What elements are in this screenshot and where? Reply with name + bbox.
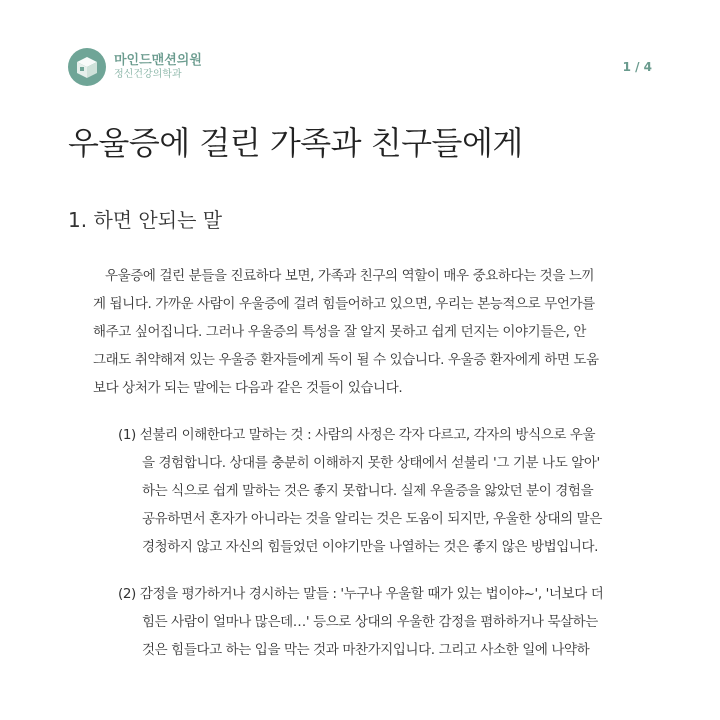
page-title: 우울증에 걸린 가족과 친구들에게 — [68, 124, 523, 162]
list-item-line: 경청하지 않고 자신의 힘들었던 이야기만을 나열하는 것은 좋지 않은 방법입니다. — [142, 539, 599, 555]
page-number: 1 / 4 — [622, 60, 652, 74]
intro-line: 보다 상처가 되는 말에는 다음과 같은 것들이 있습니다. — [93, 380, 403, 396]
intro-line: 그래도 취약해져 있는 우울증 환자들에게 독이 될 수 있습니다. 우울증 환자에게 하면 도움 — [93, 352, 599, 368]
list-item-line: 것은 힘들다고 하는 입을 막는 것과 마찬가지입니다. 그리고 사소한 일에 나약하 — [142, 642, 590, 658]
intro-line: 우울증에 걸린 분들을 진료하다 보면, 가족과 친구의 역할이 매우 중요하다는 것을 느끼 — [105, 268, 595, 284]
clinic-header — [68, 48, 202, 86]
list-item-line: 공유하면서 혼자가 아니라는 것을 알리는 것은 도움이 되지만, 우울한 상대의 말은 — [142, 511, 602, 527]
brand-subtitle: 정신건강의학과 — [114, 68, 182, 80]
intro-paragraph — [93, 262, 661, 402]
list-item-line: 하는 식으로 쉽게 말하는 것은 좋지 못합니다. 실제 우울증을 앓았던 분이 경험을 — [142, 483, 594, 499]
list-item-line: (2) 감정을 평가하거나 경시하는 말들 : '누구나 우울할 때가 있는 법이야~', '너보다 더 — [118, 586, 604, 602]
intro-line: 해주고 싶어집니다. 그러나 우울증의 특성을 잘 알지 못하고 쉽게 던지는 이야기들은, 안 — [93, 324, 587, 340]
logo — [68, 48, 106, 86]
house-cube-icon — [74, 54, 100, 80]
section-heading: 1. 하면 안되는 말 — [68, 208, 223, 232]
list-item — [118, 580, 660, 664]
intro-line: 게 됩니다. 가까운 사람이 우울증에 걸려 힘들어하고 있으면, 우리는 본능적으로 무언가를 — [93, 296, 595, 312]
list-item-line: 을 경험합니다. 상대를 충분히 이해하지 못한 상태에서 섣불리 '그 기분 나도 알아' — [142, 455, 600, 471]
list-item-line: (1) 섣불리 이해한다고 말하는 것 : 사람의 사정은 각자 다르고, 각자의 방식으로 우울 — [118, 427, 596, 443]
brand-name: 마인드맨션의원 — [114, 53, 202, 69]
list-item-line: 힘든 사람이 얼마나 많은데…' 등으로 상대의 우울한 감정을 폄하하거나 묵살하는 — [142, 614, 598, 630]
list-item — [118, 421, 660, 561]
